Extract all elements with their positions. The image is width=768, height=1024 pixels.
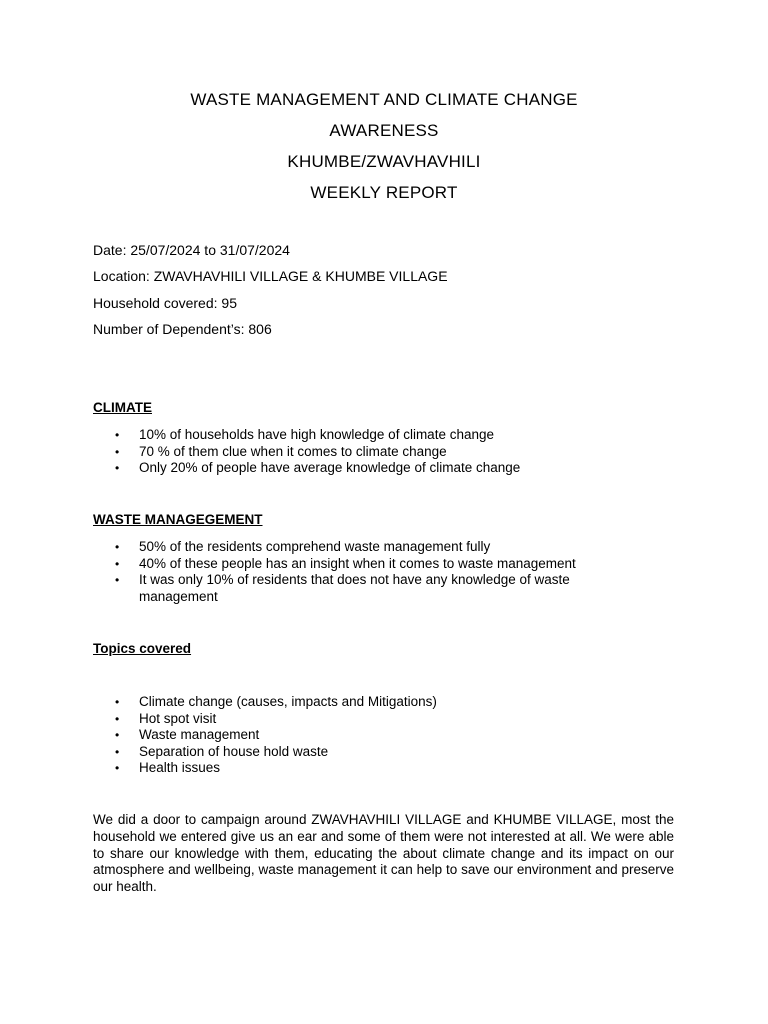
list-item-text: 70 % of them clue when it comes to climate change [139, 443, 447, 459]
list-item-text: 10% of households have high knowledge of climate change [139, 427, 494, 442]
report-title [0, 84, 768, 208]
meta-date: Date: 25/07/2024 to 31/07/2024 [93, 242, 290, 258]
list-item-text: Only 20% of people have average knowledge of climate change [139, 460, 521, 476]
list-item-text: Waste management [139, 727, 260, 743]
bullet-icon: • [115, 540, 120, 554]
bullet-icon: • [115, 744, 120, 759]
list-item [93, 556, 613, 573]
list-item [93, 727, 653, 744]
topics-heading: Topics covered [93, 641, 192, 656]
list-item-text: 50% of the residents comprehend waste management fully [139, 539, 491, 554]
bullet-icon: • [115, 444, 120, 459]
list-item-text: Separation of house hold waste [139, 743, 329, 759]
meta-household: Household covered: 95 [93, 294, 237, 311]
list-item [93, 572, 613, 605]
title-line-3: KHUMBE/ZWAVHAVHILI [287, 152, 481, 171]
list-item-text: It was only 10% of residents that does not have any knowledge of waste management [139, 572, 570, 604]
campaign-paragraph: We did a door to campaign around ZWAVHAVHILI VILLAGE and KHUMBE VILLAGE, most the household we entered give us an ear and some of them were not interested at all. We were able to share our knowledge with them, educating the about climate change and its impact on our atmosphere and wellbeing, waste management it can help to save our environment and preserve our health. [93, 812, 674, 895]
list-item [93, 427, 653, 444]
list-item [93, 711, 653, 728]
list-item [93, 444, 653, 461]
list-item [93, 694, 653, 711]
bullet-icon: • [115, 761, 120, 776]
list-item-text: 40% of these people has an insight when it comes to waste management [139, 555, 576, 571]
bullet-icon: • [115, 728, 120, 743]
meta-dependents: Number of Dependent’s: 806 [93, 320, 272, 337]
waste-heading: WASTE MANAGEGEMENT [93, 512, 263, 527]
bullet-icon: • [115, 428, 120, 442]
meta-location: Location: ZWAVHAVHILI VILLAGE & KHUMBE VILLAGE [93, 268, 448, 285]
climate-list [93, 427, 653, 477]
topics-list [93, 694, 653, 777]
list-item [93, 539, 613, 556]
title-line-1: WASTE MANAGEMENT AND CLIMATE CHANGE [190, 90, 578, 109]
list-item [93, 744, 653, 761]
list-item-text: Hot spot visit [139, 710, 217, 726]
bullet-icon: • [115, 556, 120, 571]
bullet-icon: • [115, 573, 120, 588]
list-item [93, 760, 653, 777]
title-line-2: AWARENESS [329, 121, 439, 140]
list-item-text: Climate change (causes, impacts and Mitigations) [139, 694, 437, 709]
list-item [93, 460, 653, 477]
list-item-text: Health issues [139, 760, 221, 776]
report-meta [93, 240, 448, 345]
bullet-icon: • [115, 461, 120, 476]
waste-list [93, 539, 613, 605]
title-line-4: WEEKLY REPORT [310, 183, 458, 202]
climate-heading: CLIMATE [93, 400, 152, 415]
bullet-icon: • [115, 695, 120, 709]
bullet-icon: • [115, 711, 120, 726]
